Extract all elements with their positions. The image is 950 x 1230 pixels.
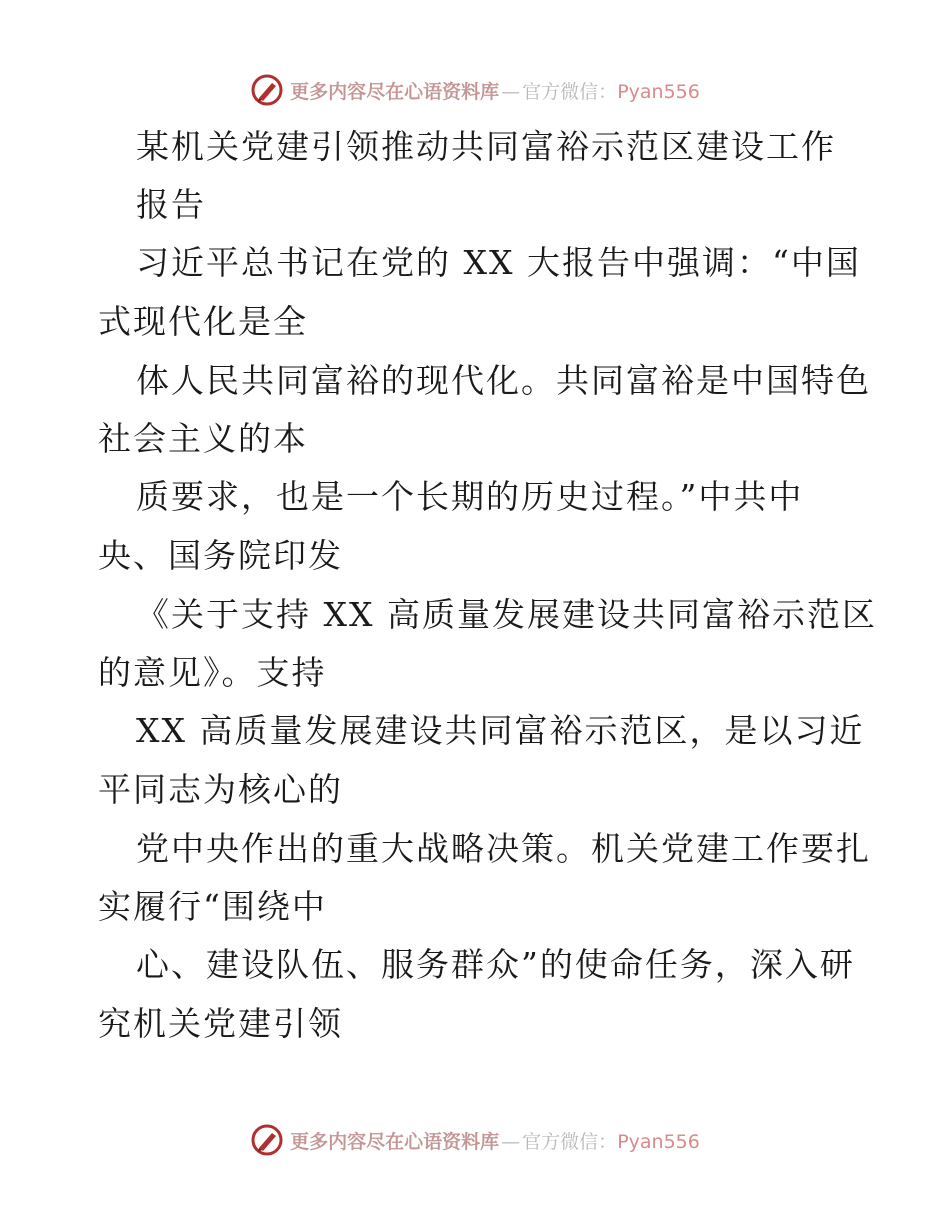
doc-line: 党中央作出的重大战略决策。机关党建工作要扎	[136, 829, 871, 868]
doc-line: 究机关党建引领	[98, 1004, 343, 1043]
doc-line: 《关于支持 XX 高质量发展建设共同富裕示范区	[136, 595, 877, 634]
watermark-text	[290, 1127, 700, 1154]
doc-line: 式现代化是全	[98, 302, 308, 341]
watermark-id: Pyan556	[617, 80, 700, 103]
watermark-id: Pyan556	[617, 1130, 700, 1153]
footer-watermark	[0, 1120, 950, 1160]
doc-line: 平同志为核心的	[98, 770, 343, 809]
doc-line: 心、建设队伍、服务群众”的使命任务，深入研	[136, 945, 855, 984]
doc-line: 央、国务院印发	[98, 536, 343, 575]
watermark-separator: —	[501, 80, 521, 103]
watermark-site: 更多内容尽在心语资料库	[290, 80, 500, 103]
doc-line: 的意见》。支持	[98, 653, 327, 692]
doc-line: 习近平总书记在党的 XX 大报告中强调：“中国	[136, 243, 861, 282]
doc-line: 质要求，也是一个长期的历史过程。”中共中	[136, 477, 804, 516]
pen-logo-icon	[250, 1123, 284, 1157]
doc-line: 体人民共同富裕的现代化。共同富裕是中国特色	[136, 361, 871, 400]
watermark-official: 官方微信：	[522, 1130, 618, 1153]
doc-title-line-1: 某机关党建引领推动共同富裕示范区建设工作	[136, 127, 836, 166]
watermark-site: 更多内容尽在心语资料库	[290, 1130, 500, 1153]
watermark-separator: —	[501, 1130, 521, 1153]
doc-line: XX 高质量发展建设共同富裕示范区，是以习近	[136, 711, 865, 750]
doc-line: 实履行“围绕中	[98, 887, 327, 926]
watermark-official: 官方微信：	[522, 80, 618, 103]
doc-line: 社会主义的本	[98, 419, 308, 458]
doc-title-line-2: 报告	[136, 185, 206, 224]
